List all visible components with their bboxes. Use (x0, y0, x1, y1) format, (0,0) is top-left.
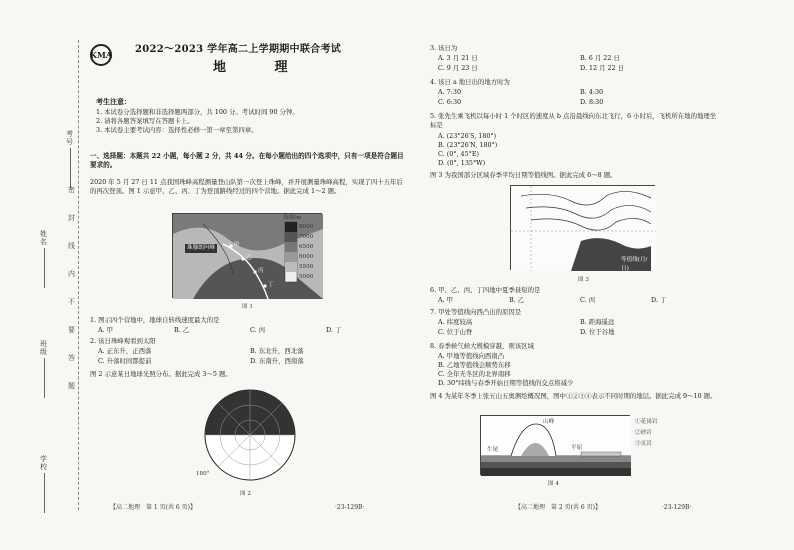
q7-option[interactable]: D. 位于谷地 (580, 328, 615, 336)
fig1-legend-value: 6000 (299, 254, 314, 260)
fig1-point-label: 丙 (258, 268, 264, 274)
seal-char: 题 (68, 382, 75, 390)
section-heading (90, 152, 405, 170)
q8-option[interactable]: C. 全年无冬区的北界南移 (438, 370, 511, 378)
camp-point (263, 284, 266, 287)
footer-left-text: 【高二地理 第 1 页(共 6 页)】 (110, 504, 196, 511)
q4-option[interactable]: B. 4:30 (580, 88, 604, 96)
fig1-caption: 图 1 (242, 304, 253, 310)
q5-options (438, 132, 718, 168)
fig4-plain-label: 平原 (571, 445, 583, 451)
seal-char: 密 (68, 186, 75, 194)
passage-2: 图 2 示意某日地球光照分布。据此完成 3～5 题。 (90, 370, 232, 378)
camp-point (253, 270, 256, 273)
q5-option[interactable]: C. (0°, 45°E) (438, 150, 480, 158)
figure-3-map (510, 185, 655, 270)
q2-option[interactable]: B. 东北升，西北落 (250, 347, 304, 355)
q2-option[interactable]: A. 正东升，正西落 (98, 347, 152, 355)
field-exam-number[interactable] (66, 130, 75, 188)
q3-options (438, 54, 718, 73)
question-1: 1. 图示四个营地中，地球自转线速度最大的是 (90, 316, 220, 324)
q5-option[interactable]: B. (23°26′N, 180°) (438, 141, 498, 149)
fig3-legend: 等值线(月/日) (621, 257, 648, 272)
q4-option[interactable]: D. 8:30 (580, 98, 604, 106)
q4-options (438, 88, 718, 107)
fig3-caption: 图 3 (578, 277, 589, 283)
q3-option[interactable]: C. 9 月 23 日 (438, 64, 478, 72)
passage-4: 图 4 为某年冬季上张五山五奥测绘概况图，图中①②③④表示不同时期的地层。据此完成 9～10 题。 (430, 392, 717, 400)
fig1-legend-value: 8000 (299, 224, 314, 230)
fig4-legend-item: ③页岩 (635, 441, 652, 447)
question-5: 5. 张先生乘飞机以每小时 1 个时区的速度从 b 点沿晨线向东北飞行，6 小时后，飞机所在地的地理坐标是 (430, 112, 717, 129)
q5-option[interactable]: D. (0°, 135°W) (438, 159, 486, 167)
q2-options (98, 347, 398, 366)
fig1-legend-value: 5500 (299, 264, 314, 270)
notice-item: 3. 本试卷主要考试内容：选择性必修一第一章至第四章。 (96, 126, 258, 134)
notice-block (96, 97, 396, 135)
field-label: 姓名 (40, 230, 47, 246)
seal-char: 答 (68, 354, 75, 362)
q8-option[interactable]: A. 甲地等值线向西南凸 (438, 352, 505, 360)
field-label: 学校 (40, 455, 47, 471)
footer-right-text: 【高二地理 第 2 页(共 6 页)】 (515, 504, 601, 511)
field-class[interactable] (40, 340, 49, 398)
field-name[interactable] (40, 230, 49, 288)
question-6: 6. 甲、乙、丙、丁四地中夏季昼短的是 (430, 286, 541, 294)
seal-char: 不 (68, 298, 75, 306)
q2-option[interactable]: C. 升落时间都提前 (98, 357, 152, 365)
fig4-legend-item: ①花岗岩 (635, 419, 658, 425)
q5-option[interactable]: A. (23°26′S, 180°) (438, 132, 497, 140)
fig4-legend (635, 418, 695, 449)
field-line (44, 473, 45, 513)
q8-option[interactable]: D. 30°纬线与春季开始日期等值线的交点将减少 (438, 379, 574, 387)
fig1-legend-title: 海拔/m (283, 215, 302, 221)
q1-option[interactable]: C. 丙 (250, 326, 266, 334)
q4-option[interactable]: C. 6:30 (438, 98, 462, 106)
passage-1: 2020 年 5 月 27 日 11 点我国珠峰高程测量登山队第一次登上珠峰，并开展测量珠峰高程，实现了四十五年后的再次登顶。图 1 示意甲、乙、丙、丁为登顶路线经过的四个营地。据此完成 1～2 题。 (90, 178, 403, 195)
q3-option[interactable]: B. 6 月 22 日 (580, 54, 620, 62)
seal-char: 内 (68, 270, 75, 278)
q4-option[interactable]: A. 7:30 (438, 88, 462, 96)
field-school[interactable] (40, 455, 49, 513)
field-line (70, 148, 71, 188)
q8-option[interactable]: B. 乙地等值线会顺势东移 (438, 361, 511, 369)
section-text: 本题共 22 小题，每小题 2 分，共 44 分。在每小题给出的四个选项中，只有一项是符合题目要求的。 (90, 152, 404, 169)
fig1-point-label: 丁 (268, 282, 274, 288)
q6-options (438, 296, 718, 305)
field-line (44, 358, 45, 398)
notice-heading: 考生注意： (96, 97, 131, 106)
question-3: 3. 该日为 (430, 44, 458, 52)
camp-point (241, 257, 244, 260)
field-line (44, 248, 45, 288)
q6-option[interactable]: D. 丁 (651, 296, 667, 304)
fig1-legend-value: 5000 (299, 274, 314, 280)
question-8: 8. 春季候气候大规模穿越，则该区域 (430, 342, 534, 350)
fig1-legend-value: 7000 (299, 234, 314, 240)
subject-title: 地 理 (213, 60, 310, 75)
fig4-town-label: 牛尾 (487, 447, 499, 453)
section-label: 一、选择题： (90, 152, 130, 160)
fig4-legend-item: ②砂岩 (635, 430, 652, 436)
field-label: 考号 (66, 130, 73, 146)
question-2: 2. 该日珠峰观看到太阳 (90, 337, 156, 345)
q7-option[interactable]: C. 位于山脊 (438, 328, 473, 336)
figure-4-section (480, 415, 630, 475)
figure-2-svg (200, 385, 300, 485)
camp-point (229, 244, 232, 247)
q6-option[interactable]: C. 丙 (580, 296, 596, 304)
fig2-caption: 图 2 (240, 491, 251, 497)
fig2-lon-label: 180° (196, 471, 210, 477)
fig1-legend-value: 6500 (299, 244, 314, 250)
notice-item: 2. 请将各题答案填写在答题卡上。 (96, 117, 194, 125)
q7-option[interactable]: B. 距海遥远 (580, 318, 615, 326)
question-4: 4. 该日 a 地日出的地方时为 (430, 78, 510, 86)
passage-3: 图 3 为我国部分区域春季平均日期等值线图。据此完成 6～8 题。 (430, 171, 617, 179)
q7-options (438, 318, 718, 337)
footer-right-code: ·23-129B· (662, 504, 692, 511)
fig1-point-label: 乙 (246, 255, 252, 261)
q7-option[interactable]: A. 纬度较高 (438, 318, 473, 326)
q1-option[interactable]: D. 丁 (326, 326, 342, 334)
footer-left-code: ·23-129B· (335, 504, 365, 511)
field-label: 班级 (40, 340, 47, 356)
exam-title: 2022～2023 学年高二上学期期中联合考试 (135, 44, 342, 55)
figure-1-map (172, 213, 322, 298)
question-7: 7. 甲处等值线向西凸出的原因是 (430, 308, 522, 316)
fig4-caption: 图 4 (548, 481, 559, 487)
q6-option[interactable]: B. 乙 (509, 296, 525, 304)
fig4-mountain-label: 山峰 (543, 419, 555, 425)
q3-option[interactable]: A. 3 月 21 日 (438, 54, 478, 62)
seal-char: 要 (68, 326, 75, 334)
q8-options (438, 352, 718, 388)
seal-char: 封 (68, 214, 75, 222)
q3-option[interactable]: D. 12 月 22 日 (580, 64, 625, 72)
q1-option[interactable]: A. 甲 (98, 326, 114, 334)
q6-option[interactable]: A. 甲 (438, 296, 454, 304)
binding-margin (0, 0, 80, 550)
fig1-point-label: 甲 (234, 242, 240, 248)
notice-item: 1. 本试卷分选择题和非选择题两部分，共 100 分。考试时间 90 分钟。 (96, 108, 299, 116)
fig1-peak-label: 珠穆朗玛峰 (187, 245, 215, 251)
figure-2-globe (196, 385, 300, 485)
q1-options (98, 326, 398, 335)
seal-char: 线 (68, 242, 75, 250)
q1-option[interactable]: B. 乙 (174, 326, 190, 334)
figure-4-svg (481, 416, 631, 476)
q2-option[interactable]: D. 东南升，西南落 (250, 357, 304, 365)
exam-logo: KMA (90, 44, 112, 66)
seal-line (78, 40, 79, 510)
